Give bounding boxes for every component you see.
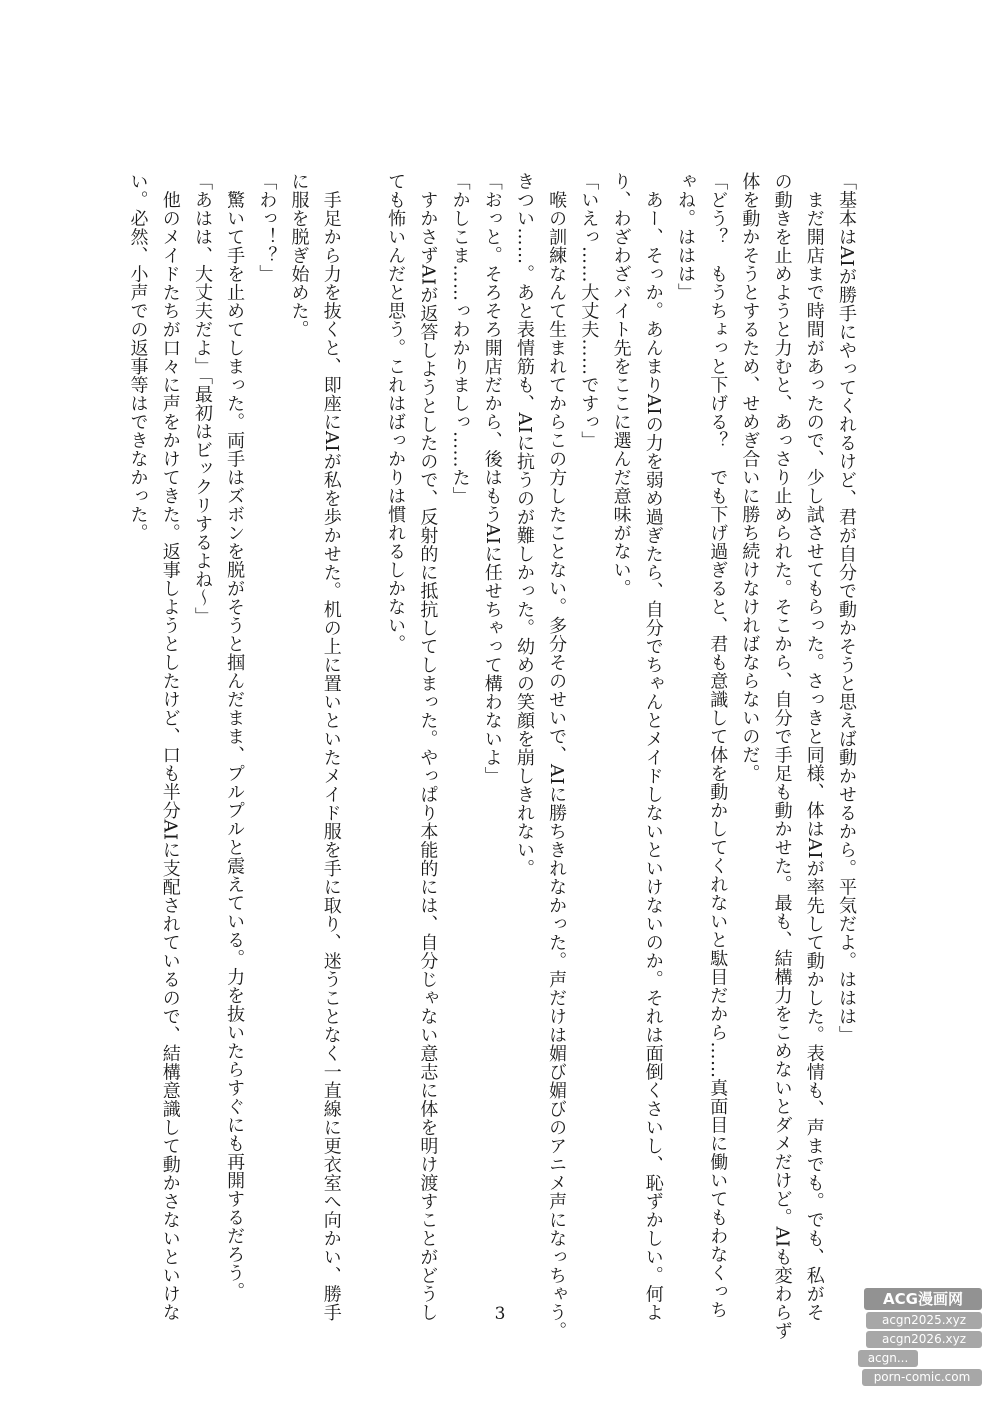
vertical-text-block: [127, 172, 862, 1341]
watermark-url: acgn2025.xyz: [866, 1312, 982, 1329]
text-line: 「どう？ もうちょっと下げる？ でも下げ過ぎると、君も意識して体を動かしてくれないと駄目だから……真面目に働いてもわなくっち: [707, 172, 729, 1319]
text-line: 「あはは、大丈夫だよ」「最初はビックリするよね～」: [191, 172, 213, 626]
text-line: ても怖いんだと思う。これはばっかりは慣れるしかない。: [385, 172, 407, 653]
text-line: に服を脱ぎ始めた。: [288, 172, 310, 339]
text-line: ゃね。ははは」: [674, 172, 696, 302]
text-line: 手足から力を抜くと、即座にAIが私を歩かせた。机の上に置いといたメイド服を手に取り、迷うことなく一直線に更衣室へ向かい、勝手: [320, 172, 342, 1322]
watermark-url: acgn...: [858, 1350, 918, 1367]
text-line: 「かしこま……っわかりましっ……た」: [449, 172, 471, 505]
watermark-url: acgn2026.xyz: [866, 1331, 982, 1348]
text-line: 「おっと。そろそろ開店だから、後はもうAIに任せちゃって構わないよ」: [481, 172, 503, 786]
watermark-title: ACG漫画网: [864, 1288, 982, 1310]
text-line: 「基本はAIが勝手にやってくれるけど、君が自分で動かそうと思えば動かせるから。平気だよ。ははは」: [836, 172, 857, 1045]
text-line: 体を動かそうとするため、せめぎ合いに勝ち続けなければならないのだ。: [739, 172, 761, 783]
text-line: い。必然、小声での返事等はできなかった。: [127, 172, 149, 542]
text-line: 驚いて手を止めてしまった。両手はズボンを脱がそうと掴んだまま、プルプルと震えている。力を抜いたらすぐにも再開するだろう。: [224, 172, 246, 1301]
text-line: り、わざわざバイト先をここに選んだ意味がない。: [610, 172, 632, 598]
text-line: 「わっ！？」: [256, 172, 278, 283]
text-line: 喉の訓練なんて生まれてからこの方したことない。多分そのせいで、AIに勝ちきれなかった。声だけは媚び媚びのアニメ声になっちゃう。: [546, 172, 568, 1341]
watermark-url: porn-comic.com: [862, 1369, 982, 1386]
text-line: 「いえっ……大丈夫……ですっ」: [578, 172, 600, 450]
text-line: あー、そっか。あんまりAIの力を弱め過ぎたら、自分でちゃんとメイドしないといけないのか。それは面倒くさいし、恥ずかしい。何よ: [642, 172, 664, 1322]
text-line: まだ開店まで時間があったので、少し試させてもらった。さっきと同様、体はAIが率先して動かした。表情も、声までも。でも、私がそ: [803, 172, 825, 1322]
text-line: きつい……。あと表情筋も、AIに抗うのが難しかった。幼めの笑顔を崩しきれない。: [513, 172, 535, 878]
text-line: すかさずAIが返答しようとしたので、反射的に抵抗してしまった。やっぱり本能的には、自分じゃない意志に体を明け渡すことがどうし: [417, 172, 439, 1322]
blank-line: [347, 172, 379, 1292]
text-line: の動きを止めようと力むと、あっさり止められた。そこから、自分で手足も動かせた。最も、結構力をこめないとダメだけど。AIも変わらず: [771, 172, 793, 1341]
watermark: [858, 1288, 982, 1406]
page-number: 3: [494, 1304, 506, 1324]
text-line: 他のメイドたちが口々に声をかけてきた。返事しようとしたけど、口も半分AIに支配されているので、結構意識して動かさないといけな: [159, 172, 181, 1322]
